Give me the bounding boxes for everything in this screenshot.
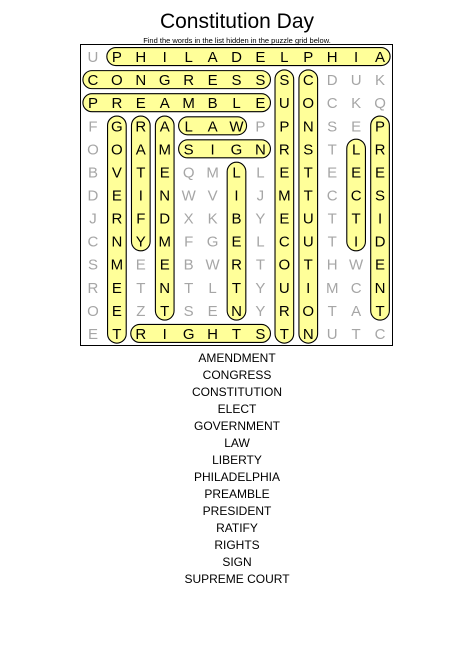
grid-letter: I: [162, 49, 167, 67]
word-list-item: SIGN: [222, 555, 252, 569]
grid-letter: T: [255, 256, 266, 274]
grid-letter: E: [159, 164, 170, 182]
grid-letter: R: [135, 118, 147, 136]
grid-letter: T: [375, 302, 385, 320]
grid-letter: S: [327, 118, 338, 136]
grid-letter: K: [351, 95, 362, 113]
word-list-item: SUPREME COURT: [184, 572, 290, 586]
grid-letter: A: [351, 302, 362, 320]
grid-letter: W: [229, 118, 244, 136]
grid-letter: F: [136, 210, 146, 228]
grid-letter: E: [255, 49, 266, 67]
grid-letter: P: [303, 49, 314, 67]
grid-letter: M: [182, 95, 195, 113]
grid-letter: U: [302, 210, 314, 228]
grid-letter: G: [230, 141, 243, 159]
grid-letter: C: [350, 187, 362, 205]
grid-letter: T: [327, 233, 337, 251]
grid-letter: B: [87, 164, 98, 182]
grid-letter: N: [135, 72, 147, 90]
grid-letter: C: [302, 72, 314, 90]
grid-letter: T: [327, 141, 337, 159]
word-list-item: PHILADELPHIA: [193, 470, 281, 484]
grid-letter: L: [256, 164, 265, 182]
word-list-item: ELECT: [217, 402, 257, 416]
grid-letter: M: [158, 141, 171, 159]
highlight-philadelphia: [107, 48, 390, 66]
grid-letter: E: [351, 118, 362, 136]
grid-letter: T: [303, 164, 313, 182]
grid-letter: E: [135, 95, 146, 113]
grid-letter: T: [112, 325, 122, 343]
word-list-item: PREAMBLE: [204, 487, 270, 501]
grid-letter: O: [111, 72, 123, 90]
grid-letter: W: [205, 256, 220, 274]
grid-letter: N: [374, 279, 386, 297]
grid-letter: A: [207, 118, 218, 136]
grid-letter: E: [207, 72, 218, 90]
grid-letter: Q: [374, 95, 386, 113]
grid-letter: C: [350, 279, 362, 297]
grid-letter: S: [255, 325, 266, 343]
grid-letter: K: [207, 210, 218, 228]
grid-letter: U: [278, 279, 290, 297]
grid-letter: R: [111, 210, 123, 228]
grid-letter: K: [375, 72, 386, 90]
grid-letter: S: [375, 187, 386, 205]
grid-letter: T: [327, 302, 337, 320]
grid-letter: V: [111, 164, 122, 182]
word-list-item: CONGRESS: [202, 368, 272, 382]
grid-letter: O: [302, 95, 315, 113]
grid-letter: O: [87, 302, 99, 320]
grid-letter: H: [326, 256, 338, 274]
grid-letter: U: [326, 325, 338, 343]
word-list: [0, 350, 474, 588]
grid-letter: P: [375, 118, 386, 136]
grid-letter: E: [111, 187, 122, 205]
grid-letter: E: [279, 210, 290, 228]
grid-letter: J: [256, 187, 265, 205]
grid-letter: E: [327, 164, 338, 182]
grid-letter: Y: [255, 279, 266, 297]
grid-letter: V: [207, 187, 218, 205]
highlight-ratify: [131, 116, 150, 251]
grid-letter: M: [110, 256, 124, 274]
grid-letter: O: [302, 302, 315, 320]
instructions-text: Find the words in the list hidden in the puzzle grid below.: [143, 36, 331, 45]
grid-letter: U: [87, 49, 99, 67]
grid-letter: U: [350, 72, 362, 90]
grid-letter: C: [87, 233, 99, 251]
grid-letter: S: [183, 302, 194, 320]
grid-letter: T: [231, 279, 242, 297]
grid-letter: O: [111, 141, 123, 159]
grid-letter: N: [302, 325, 314, 343]
grid-letter: E: [111, 279, 122, 297]
grid-letter: Y: [255, 210, 266, 228]
grid-letter: M: [278, 187, 291, 205]
grid-letter: L: [184, 118, 193, 136]
grid-letter: W: [181, 187, 196, 205]
grid-letter: F: [88, 118, 98, 136]
grid-letter: Q: [182, 164, 195, 182]
grid-letter: M: [325, 279, 339, 297]
grid-letter: R: [374, 141, 386, 159]
grid-letter: C: [374, 325, 386, 343]
grid-letter: T: [160, 302, 170, 320]
grid-letter: Y: [135, 233, 146, 251]
grid-letter: P: [255, 118, 266, 136]
grid-letter: I: [377, 210, 383, 228]
grid-letter: I: [234, 187, 239, 205]
grid-letter: T: [231, 325, 242, 343]
word-list-item: PRESIDENT: [202, 504, 272, 518]
grid-letter: X: [183, 210, 194, 228]
grid-letter: C: [278, 233, 290, 251]
grid-letter: L: [256, 233, 265, 251]
grid-letter: D: [326, 72, 338, 90]
grid-letter: E: [351, 164, 362, 182]
grid-letter: L: [208, 279, 217, 297]
grid-letter: A: [207, 49, 218, 67]
grid-letter: A: [159, 118, 170, 136]
grid-letter: E: [279, 164, 290, 182]
grid-letter: C: [87, 72, 99, 90]
grid-letter: W: [349, 256, 364, 274]
puzzle-grid: [80, 44, 393, 346]
grid-letter: L: [280, 49, 289, 67]
grid-letter: E: [159, 256, 170, 274]
grid-letter: I: [354, 49, 359, 67]
grid-letter: B: [183, 256, 194, 274]
grid-letter: D: [231, 49, 242, 67]
grid-letter: O: [278, 256, 291, 274]
grid-letter: T: [184, 279, 194, 297]
grid-letter: T: [279, 325, 289, 343]
grid-letter: T: [303, 187, 313, 205]
grid-letter: R: [111, 95, 123, 113]
grid-letter: P: [279, 118, 290, 136]
grid-letter: N: [159, 279, 171, 297]
grid-letter: U: [302, 233, 314, 251]
grid-letter: S: [303, 141, 314, 159]
grid-letter: E: [375, 164, 386, 182]
grid-letter: T: [351, 210, 361, 228]
grid-letter: J: [89, 210, 97, 228]
grid-letter: M: [158, 233, 171, 251]
grid-letter: G: [206, 233, 219, 251]
grid-letter: S: [87, 256, 98, 274]
grid-letter: A: [375, 49, 386, 67]
grid-letter: N: [111, 233, 123, 251]
grid-letter: N: [231, 302, 242, 320]
word-list-item: RATIFY: [216, 521, 258, 535]
grid-letter: T: [136, 279, 146, 297]
grid-drawing: [81, 45, 392, 345]
grid-letter: I: [162, 325, 167, 343]
grid-letter: S: [231, 72, 242, 90]
grid-letter: R: [231, 256, 242, 274]
grid-letter: E: [255, 95, 266, 113]
grid-letter: T: [351, 325, 361, 343]
grid-letter: E: [135, 256, 146, 274]
word-list-item: AMENDMENT: [198, 351, 276, 365]
grid-letter: B: [231, 210, 242, 228]
grid-letter: R: [87, 279, 99, 297]
grid-letter: O: [87, 141, 99, 159]
grid-letter: N: [159, 187, 171, 205]
grid-letter: M: [206, 164, 219, 182]
grid-letter: R: [278, 302, 290, 320]
grid-letter: Z: [136, 302, 146, 320]
word-list-item: GOVERNMENT: [193, 419, 280, 433]
grid-letter: L: [184, 49, 193, 67]
grid-letter: C: [326, 95, 338, 113]
grid-letter: D: [159, 210, 171, 228]
word-list-item: RIGHTS: [214, 538, 260, 552]
grid-letter: H: [207, 325, 218, 343]
grid-letter: T: [136, 164, 146, 182]
grid-letter: T: [303, 256, 313, 274]
grid-letter: I: [210, 141, 215, 159]
grid-letter: S: [279, 72, 290, 90]
highlight-rights: [131, 324, 271, 342]
grid-letter: E: [207, 302, 218, 320]
grid-letter: G: [111, 118, 123, 136]
grid-letter: A: [135, 141, 146, 159]
grid-letter: S: [255, 72, 266, 90]
word-list-item: CONSTITUTION: [192, 385, 282, 399]
puzzle-title: Constitution Day: [159, 10, 315, 33]
grid-letter: S: [183, 141, 194, 159]
word-list-item: LIBERTY: [212, 453, 262, 467]
grid-letter: R: [135, 325, 147, 343]
grid-letter: B: [207, 95, 218, 113]
grid-letter: I: [306, 279, 311, 297]
grid-letter: R: [183, 72, 195, 90]
grid-letter: R: [278, 141, 290, 159]
word-list-item: LAW: [224, 436, 250, 450]
grid-letter: A: [159, 95, 170, 113]
grid-letter: D: [374, 233, 386, 251]
grid-letter: I: [138, 187, 143, 205]
grid-letter: L: [351, 141, 361, 159]
grid-letter: C: [326, 187, 338, 205]
grid-letter: H: [326, 49, 338, 67]
grid-letter: N: [255, 141, 266, 159]
grid-letter: H: [135, 49, 147, 67]
grid-letter: E: [111, 302, 122, 320]
grid-letter: P: [87, 95, 98, 113]
grid-letter: D: [87, 187, 99, 205]
grid-letter: U: [278, 95, 290, 113]
grid-letter: L: [232, 164, 241, 182]
grid-letter: N: [302, 118, 314, 136]
grid-letter: P: [111, 49, 122, 67]
grid-letter: L: [232, 95, 241, 113]
grid-letter: G: [182, 325, 195, 343]
grid-letter: T: [327, 210, 337, 228]
grid-letter: F: [184, 233, 194, 251]
grid-letter: I: [354, 233, 359, 251]
grid-letter: E: [375, 256, 386, 274]
grid-letter: G: [158, 72, 171, 90]
grid-letter: E: [87, 325, 98, 343]
grid-letter: E: [231, 233, 242, 251]
grid-letter: Y: [255, 302, 266, 320]
